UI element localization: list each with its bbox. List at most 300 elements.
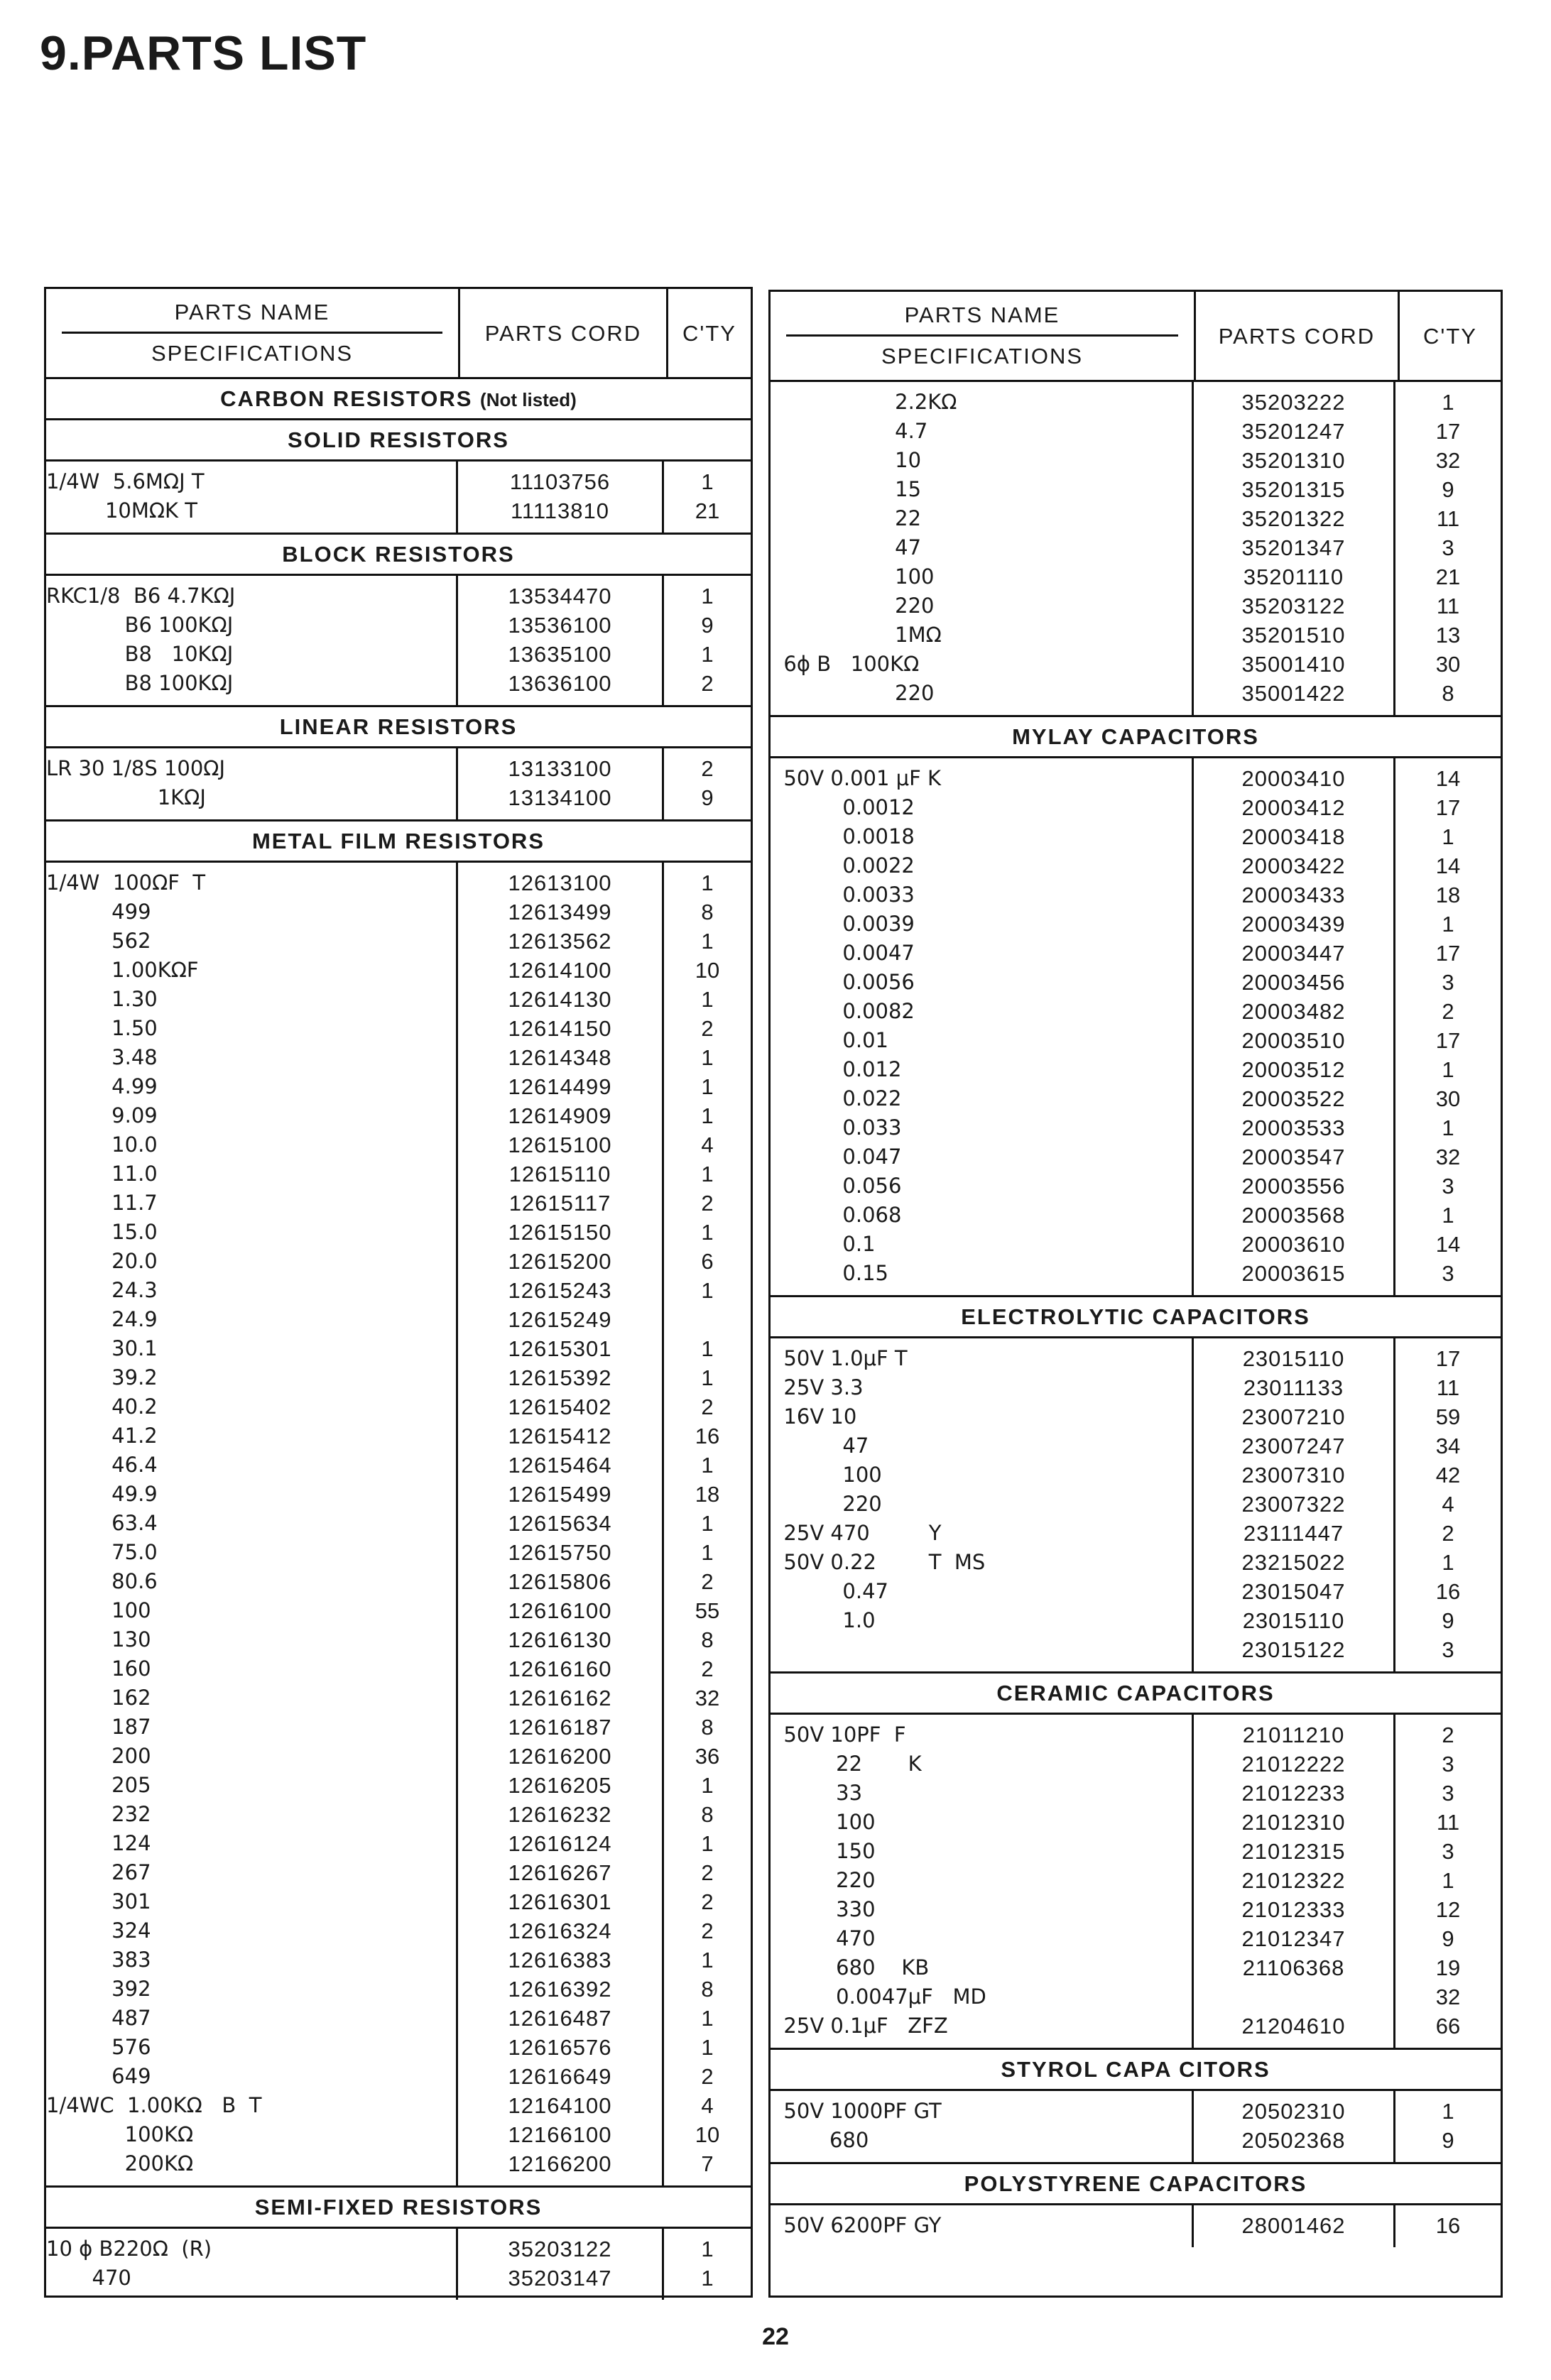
- spec-cell: 562: [46, 929, 151, 953]
- quantity-cell: 1: [701, 1948, 714, 1972]
- quantity-cell: 1: [701, 1511, 714, 1536]
- quantity-cell: 12: [1435, 1897, 1461, 1922]
- quantity-cell: 16: [695, 1424, 720, 1448]
- spec-cell: 1/4WC 1.00KΩ B T: [46, 2093, 262, 2117]
- parts-code-cell: 12615100: [508, 1132, 612, 1157]
- parts-code-cell: 12615150: [508, 1220, 612, 1245]
- spec-cell: 30.1: [46, 1336, 158, 1360]
- code-column: [1194, 758, 1395, 1295]
- spec-cell: 25V 470 Y: [771, 1521, 942, 1545]
- quantity-cell: 8: [1442, 681, 1454, 706]
- spec-cell: 0.033: [771, 1115, 902, 1140]
- spec-cell: LR 30 1/8S 100ΩJ: [46, 756, 226, 780]
- spec-cell: 301: [46, 1889, 151, 1914]
- spec-cell: 47: [771, 535, 922, 559]
- parts-code-cell: 13134100: [508, 785, 612, 810]
- parts-code-cell: 35201322: [1241, 506, 1346, 531]
- quantity-cell: 11: [1436, 1375, 1460, 1400]
- spec-cell: 0.0047μF MD: [771, 1985, 986, 2009]
- parts-code-cell: 20003522: [1241, 1086, 1346, 1111]
- quantity-cell: 4: [701, 1132, 714, 1157]
- code-column: [458, 863, 664, 2185]
- parts-code-cell: 21012310: [1241, 1810, 1346, 1835]
- code-column: [1194, 1338, 1395, 1671]
- quantity-cell: 17: [1435, 795, 1461, 820]
- quantity-cell: 8: [701, 1627, 714, 1652]
- qty-column: [1395, 1715, 1501, 2048]
- spec-column: [46, 576, 458, 705]
- quantity-cell: 19: [1435, 1955, 1461, 1980]
- spec-cell: 220: [771, 1492, 882, 1516]
- parts-code-cell: 20003556: [1241, 1174, 1346, 1199]
- parts-code-cell: 12615750: [508, 1540, 612, 1565]
- group-semi-fixed-resistors: [46, 2229, 751, 2300]
- qty-column: [664, 576, 751, 705]
- quantity-cell: 1: [701, 1365, 714, 1390]
- qty-column: [1395, 382, 1501, 715]
- parts-code-cell: 20502368: [1241, 2128, 1346, 2153]
- spec-cell: 324: [46, 1918, 151, 1943]
- parts-code-cell: 13635100: [508, 642, 612, 667]
- spec-cell: 267: [46, 1860, 151, 1884]
- quantity-cell: 1: [701, 584, 714, 608]
- parts-code-cell: 20502310: [1241, 2099, 1346, 2124]
- spec-cell: 9.09: [46, 1103, 158, 1128]
- spec-cell: 0.1: [771, 1232, 876, 1256]
- parts-code-cell: 12614130: [508, 987, 612, 1012]
- parts-code-cell: 20003447: [1241, 941, 1346, 966]
- parts-code-cell: 12613100: [508, 870, 612, 895]
- quantity-cell: 17: [1435, 1346, 1461, 1371]
- spec-cell: 25V 3.3: [771, 1375, 864, 1399]
- qty-column: [664, 2229, 751, 2300]
- spec-cell: 75.0: [46, 1540, 158, 1564]
- spec-cell: 187: [46, 1715, 151, 1739]
- code-column: [458, 2229, 664, 2300]
- spec-cell: 232: [46, 1802, 151, 1826]
- parts-code-cell: 12616100: [508, 1598, 612, 1623]
- spec-cell: 1.30: [46, 987, 158, 1011]
- parts-code-cell: 12616232: [508, 1802, 612, 1827]
- quantity-cell: 2: [701, 1016, 714, 1041]
- spec-cell: 162: [46, 1686, 151, 1710]
- parts-code-cell: 21012347: [1241, 1926, 1346, 1951]
- quantity-cell: 9: [701, 785, 714, 810]
- spec-column: [46, 462, 458, 533]
- parts-code-cell: 12616324: [508, 1918, 612, 1943]
- parts-code-cell: 21012333: [1241, 1897, 1346, 1922]
- spec-column: [46, 748, 458, 819]
- spec-cell: 160: [46, 1656, 151, 1681]
- quantity-cell: 13: [1435, 623, 1461, 648]
- parts-code-cell: 12614499: [508, 1074, 612, 1099]
- spec-cell: 392: [46, 1977, 151, 2001]
- parts-code-cell: 20003512: [1241, 1057, 1346, 1082]
- spec-cell: 220: [771, 681, 935, 705]
- specifications-label: SPECIFICATIONS: [151, 341, 354, 366]
- quantity-cell: 32: [1435, 448, 1461, 473]
- quantity-cell: 9: [1442, 1608, 1454, 1633]
- spec-cell: 100: [771, 1463, 882, 1487]
- quantity-cell: 1: [701, 1831, 714, 1856]
- quantity-cell: 17: [1435, 419, 1461, 444]
- parts-code-cell: 35201510: [1241, 623, 1346, 648]
- group-mylay-capacitors: [771, 758, 1501, 1297]
- spec-cell: 1/4W 100ΩF T: [46, 870, 206, 895]
- quantity-cell: 3: [1442, 1752, 1454, 1776]
- parts-code-cell: 12614348: [508, 1045, 612, 1070]
- parts-code-cell: 12616576: [508, 2035, 612, 2060]
- quantity-cell: 2: [701, 2064, 714, 2089]
- parts-code-cell: 12616487: [508, 2006, 612, 2031]
- parts-code-cell: 12615806: [508, 1569, 612, 1594]
- spec-cell: 100: [46, 1598, 151, 1622]
- quantity-cell: 7: [701, 2151, 714, 2176]
- quantity-cell: 1: [701, 1103, 714, 1128]
- spec-cell: 0.0047: [771, 941, 915, 965]
- parts-code-cell: 20003547: [1241, 1145, 1346, 1169]
- section-semi-fixed-resistors: SEMI-FIXED RESISTORS: [46, 2188, 751, 2229]
- header-divider: [786, 334, 1178, 337]
- spec-cell: B6 100KΩJ: [46, 613, 234, 637]
- quantity-cell: 1: [701, 1453, 714, 1478]
- spec-cell: 49.9: [46, 1482, 158, 1506]
- quantity-cell: 1: [1442, 912, 1454, 937]
- spec-cell: 3.48: [46, 1045, 158, 1069]
- quantity-cell: 4: [1442, 1492, 1454, 1517]
- spec-cell: 10: [771, 448, 922, 472]
- qty-column: [1395, 2091, 1501, 2162]
- parts-code-cell: 13133100: [508, 756, 612, 781]
- spec-cell: 15.0: [46, 1220, 158, 1244]
- table-header: [771, 292, 1501, 382]
- quantity-cell: 2: [701, 1569, 714, 1594]
- quantity-cell: 8: [701, 1802, 714, 1827]
- quantity-cell: 16: [1435, 2213, 1461, 2238]
- spec-cell: 10 ϕ B220Ω (R): [46, 2237, 212, 2261]
- code-column: [1194, 1715, 1395, 2048]
- quantity-cell: 2: [701, 1394, 714, 1419]
- quantity-cell: 1: [1442, 1115, 1454, 1140]
- quantity-cell: 1: [701, 1773, 714, 1798]
- specifications-label: SPECIFICATIONS: [881, 344, 1084, 369]
- spec-cell: 0.0039: [771, 912, 915, 936]
- parts-code-cell: 23015110: [1242, 1346, 1345, 1371]
- spec-cell: 100: [771, 1810, 876, 1834]
- quantity-cell: 1: [701, 2006, 714, 2031]
- parts-code-cell: 12615634: [508, 1511, 612, 1536]
- quantity-cell: 2: [1442, 999, 1454, 1024]
- spec-cell: 11.7: [46, 1191, 158, 1215]
- spec-cell: 383: [46, 1948, 151, 1972]
- quantity-cell: 32: [1435, 1985, 1461, 2009]
- spec-cell: 0.012: [771, 1057, 902, 1081]
- parts-code-cell: 35203122: [1241, 594, 1346, 618]
- spec-cell: 33: [771, 1781, 863, 1805]
- page-title: 9.PARTS LIST: [40, 26, 367, 80]
- parts-code-cell: 23111447: [1243, 1521, 1344, 1546]
- spec-cell: 41.2: [46, 1424, 158, 1448]
- parts-code-cell: 35201347: [1241, 535, 1346, 560]
- quantity-cell: 8: [701, 900, 714, 924]
- quantity-cell: 1: [1442, 1203, 1454, 1228]
- quantity-cell: 1: [701, 2237, 714, 2261]
- spec-cell: 1.0: [771, 1608, 876, 1632]
- quantity-cell: 11: [1436, 594, 1460, 618]
- code-column: [458, 576, 664, 705]
- parts-code-cell: 12616124: [508, 1831, 612, 1856]
- spec-cell: 150: [771, 1839, 876, 1863]
- quantity-cell: 1: [701, 469, 714, 494]
- quantity-cell: 66: [1435, 2014, 1461, 2038]
- parts-code-cell: 12616187: [508, 1715, 612, 1740]
- spec-cell: 47: [771, 1434, 869, 1458]
- parts-code-cell: 12615117: [508, 1191, 611, 1216]
- quantity-cell: 9: [1442, 1926, 1454, 1951]
- quantity-cell: 1: [701, 1278, 714, 1303]
- spec-cell: 63.4: [46, 1511, 158, 1535]
- parts-code-cell: 20003510: [1241, 1028, 1346, 1053]
- quantity-cell: [664, 1305, 751, 1334]
- spec-cell: 50V 1.0μF T: [771, 1346, 908, 1370]
- parts-code-cell: 20003615: [1241, 1261, 1346, 1286]
- parts-code-cell: 12166200: [508, 2151, 612, 2176]
- quantity-cell: 14: [1435, 1232, 1461, 1257]
- parts-code-cell: 12614909: [508, 1103, 612, 1128]
- quantity-cell: 17: [1435, 941, 1461, 966]
- parts-code-cell: 12615392: [508, 1365, 612, 1390]
- parts-code-cell: 12615301: [508, 1336, 612, 1361]
- parts-code-cell: 12616383: [508, 1948, 612, 1972]
- quantity-cell: 8: [701, 1977, 714, 2002]
- spec-cell: 11.0: [46, 1162, 158, 1186]
- parts-code-cell: 12616205: [508, 1773, 612, 1798]
- parts-code-cell: 12614150: [508, 1016, 612, 1041]
- spec-cell: 50V 0.001 μF K: [771, 766, 942, 790]
- parts-code-cell: 20003456: [1241, 970, 1346, 995]
- qty-column: [1395, 1338, 1501, 1671]
- parts-code-cell: 23007247: [1241, 1434, 1346, 1458]
- group-semi-fixed-continued: [771, 382, 1501, 717]
- spec-cell: 15: [771, 477, 922, 501]
- spec-cell: 40.2: [46, 1394, 158, 1419]
- spec-cell: 50V 0.22 T MS: [771, 1550, 986, 1574]
- cty-header: C'TY: [682, 320, 736, 346]
- spec-cell: 200KΩ: [46, 2151, 194, 2176]
- quantity-cell: 2: [701, 1860, 714, 1885]
- parts-code-cell: 12616301: [508, 1889, 612, 1914]
- parts-code-cell: 12615110: [508, 1162, 611, 1186]
- quantity-cell: 2: [701, 756, 714, 781]
- spec-cell: 24.9: [46, 1307, 158, 1331]
- code-column: [1194, 2205, 1395, 2247]
- spec-cell: 1MΩ: [771, 623, 942, 647]
- spec-cell: 39.2: [46, 1365, 158, 1390]
- spec-cell: 100: [771, 564, 935, 589]
- parts-code-cell: 21106368: [1242, 1955, 1345, 1980]
- quantity-cell: 30: [1435, 652, 1461, 677]
- parts-code-cell: 35001410: [1241, 652, 1346, 677]
- parts-code-cell: 23015122: [1241, 1637, 1346, 1662]
- spec-cell: 470: [46, 2266, 131, 2290]
- spec-column: [46, 863, 458, 2185]
- spec-cell: 0.068: [771, 1203, 902, 1227]
- spec-cell: 100KΩ: [46, 2122, 194, 2146]
- spec-cell: 124: [46, 1831, 151, 1855]
- quantity-cell: 3: [1442, 535, 1454, 560]
- spec-cell: 130: [46, 1627, 151, 1652]
- parts-code-cell: 35201110: [1243, 564, 1344, 589]
- spec-cell: 10MΩK T: [46, 498, 197, 523]
- spec-cell: 1KΩJ: [46, 785, 206, 809]
- parts-code-cell: 12615200: [508, 1249, 612, 1274]
- quantity-cell: 34: [1435, 1434, 1461, 1458]
- spec-cell: 576: [46, 2035, 151, 2059]
- quantity-cell: 2: [701, 1889, 714, 1914]
- qty-column: [1395, 2205, 1501, 2247]
- parts-code-cell: 21012315: [1241, 1839, 1346, 1864]
- section-solid-resistors: SOLID RESISTORS: [46, 420, 751, 462]
- quantity-cell: 1: [701, 642, 714, 667]
- spec-cell: 0.0018: [771, 824, 915, 848]
- spec-cell: 20.0: [46, 1249, 158, 1273]
- parts-code-cell: 20003412: [1241, 795, 1346, 820]
- quantity-cell: 1: [1442, 2099, 1454, 2124]
- parts-code-cell: 12164100: [508, 2093, 612, 2118]
- spec-column: [771, 2091, 1194, 2162]
- spec-cell: 0.47: [771, 1579, 888, 1603]
- code-column: [458, 748, 664, 819]
- quantity-cell: 9: [1442, 477, 1454, 502]
- spec-cell: 0.15: [771, 1261, 888, 1285]
- parts-cord-header: PARTS CORD: [460, 289, 668, 377]
- parts-code-cell: 13636100: [508, 671, 612, 696]
- parts-code-cell: 20003433: [1241, 883, 1346, 907]
- section-electrolytic-capacitors: ELECTROLYTIC CAPACITORS: [771, 1297, 1501, 1338]
- quantity-cell: 3: [1442, 1174, 1454, 1199]
- quantity-cell: 55: [695, 1598, 720, 1623]
- spec-column: [771, 1338, 1194, 1671]
- quantity-cell: 59: [1435, 1404, 1461, 1429]
- spec-cell: 330: [771, 1897, 876, 1921]
- quantity-cell: 3: [1442, 1781, 1454, 1806]
- quantity-cell: 8: [701, 1715, 714, 1740]
- spec-cell: 22 K: [771, 1752, 922, 1776]
- spec-cell: 25V 0.1μF ZFZ: [771, 2014, 948, 2038]
- parts-code-cell: 12616267: [508, 1860, 612, 1885]
- code-column: [1194, 2091, 1395, 2162]
- parts-code-cell: 20003439: [1241, 912, 1346, 937]
- spec-cell: RKC1/8 B6 4.7KΩJ: [46, 584, 236, 608]
- cty-header: C'TY: [1423, 323, 1477, 349]
- quantity-cell: 1: [701, 1336, 714, 1361]
- header-divider: [62, 332, 442, 334]
- quantity-cell: 3: [1442, 1261, 1454, 1286]
- spec-cell: 205: [46, 1773, 151, 1797]
- section-note: (Not listed): [480, 389, 577, 410]
- section-styrol-capacitors: STYROL CAPA CITORS: [771, 2050, 1501, 2091]
- quantity-cell: 32: [695, 1686, 720, 1710]
- spec-cell: 200: [46, 1744, 151, 1768]
- parts-code-cell: 20003418: [1241, 824, 1346, 849]
- group-metal-film-resistors: [46, 863, 751, 2188]
- spec-cell: 24.3: [46, 1278, 158, 1302]
- spec-cell: 22: [771, 506, 922, 530]
- parts-code-cell: 12616649: [508, 2064, 612, 2089]
- parts-code-cell: 12616200: [508, 1744, 612, 1769]
- quantity-cell: 21: [1435, 564, 1461, 589]
- table-header: [46, 289, 751, 379]
- spec-cell: 50V 6200PF GY: [771, 2213, 942, 2237]
- parts-name-label: PARTS NAME: [904, 302, 1060, 327]
- parts-code-cell: 21012222: [1241, 1752, 1346, 1776]
- quantity-cell: 1: [1442, 1057, 1454, 1082]
- quantity-cell: 30: [1435, 1086, 1461, 1111]
- spec-cell: 649: [46, 2064, 151, 2088]
- quantity-cell: 3: [1442, 1839, 1454, 1864]
- spec-cell: 2.2KΩ: [771, 390, 957, 414]
- spec-cell: 4.7: [771, 419, 928, 443]
- quantity-cell: 18: [1435, 883, 1461, 907]
- parts-code-cell: 12166100: [508, 2122, 612, 2147]
- parts-code-cell: 23215022: [1241, 1550, 1346, 1575]
- quantity-cell: 1: [701, 2266, 714, 2291]
- quantity-cell: 1: [701, 929, 714, 954]
- spec-cell: 16V 10: [771, 1404, 857, 1429]
- group-styrol-capacitors: [771, 2091, 1501, 2164]
- spec-cell: 1.50: [46, 1016, 158, 1040]
- spec-cell: 0.0056: [771, 970, 915, 994]
- quantity-cell: 14: [1435, 853, 1461, 878]
- parts-code-cell: 12613499: [508, 900, 612, 924]
- quantity-cell: 1: [1442, 824, 1454, 849]
- quantity-cell: 32: [1435, 1145, 1461, 1169]
- group-block-resistors: [46, 576, 751, 707]
- code-column: [458, 462, 664, 533]
- spec-cell: 220: [771, 594, 935, 618]
- parts-code-cell: 13536100: [508, 613, 612, 638]
- quantity-cell: 18: [695, 1482, 720, 1507]
- quantity-cell: 1: [701, 1045, 714, 1070]
- spec-cell: 0.01: [771, 1028, 888, 1052]
- quantity-cell: 17: [1435, 1028, 1461, 1053]
- right-parts-table: [768, 290, 1503, 2298]
- quantity-cell: 4: [701, 2093, 714, 2118]
- quantity-cell: 2: [1442, 1723, 1454, 1747]
- parts-code-cell: 28001462: [1241, 2213, 1346, 2238]
- spec-cell: 470: [771, 1926, 876, 1950]
- parts-code-cell: 35203222: [1241, 390, 1346, 415]
- spec-column: [771, 382, 1194, 715]
- group-solid-resistors: [46, 462, 751, 535]
- parts-code-cell: 21204610: [1241, 2014, 1346, 2038]
- quantity-cell: 1: [701, 870, 714, 895]
- section-polystyrene-capacitors: POLYSTYRENE CAPACITORS: [771, 2164, 1501, 2205]
- spec-cell: 0.0022: [771, 853, 915, 878]
- quantity-cell: 2: [701, 671, 714, 696]
- left-parts-table: [44, 287, 753, 2298]
- qty-column: [664, 863, 751, 2185]
- parts-code-cell: 12613562: [508, 929, 612, 954]
- spec-cell: B8 100KΩJ: [46, 671, 234, 695]
- group-linear-resistors: [46, 748, 751, 821]
- parts-code-cell: 12616162: [508, 1686, 612, 1710]
- quantity-cell: 42: [1435, 1463, 1461, 1488]
- parts-code-cell: 20003482: [1241, 999, 1346, 1024]
- parts-code-cell: 20003533: [1241, 1115, 1346, 1140]
- parts-code-cell: 35201247: [1241, 419, 1346, 444]
- parts-code-cell: 21011210: [1242, 1723, 1345, 1747]
